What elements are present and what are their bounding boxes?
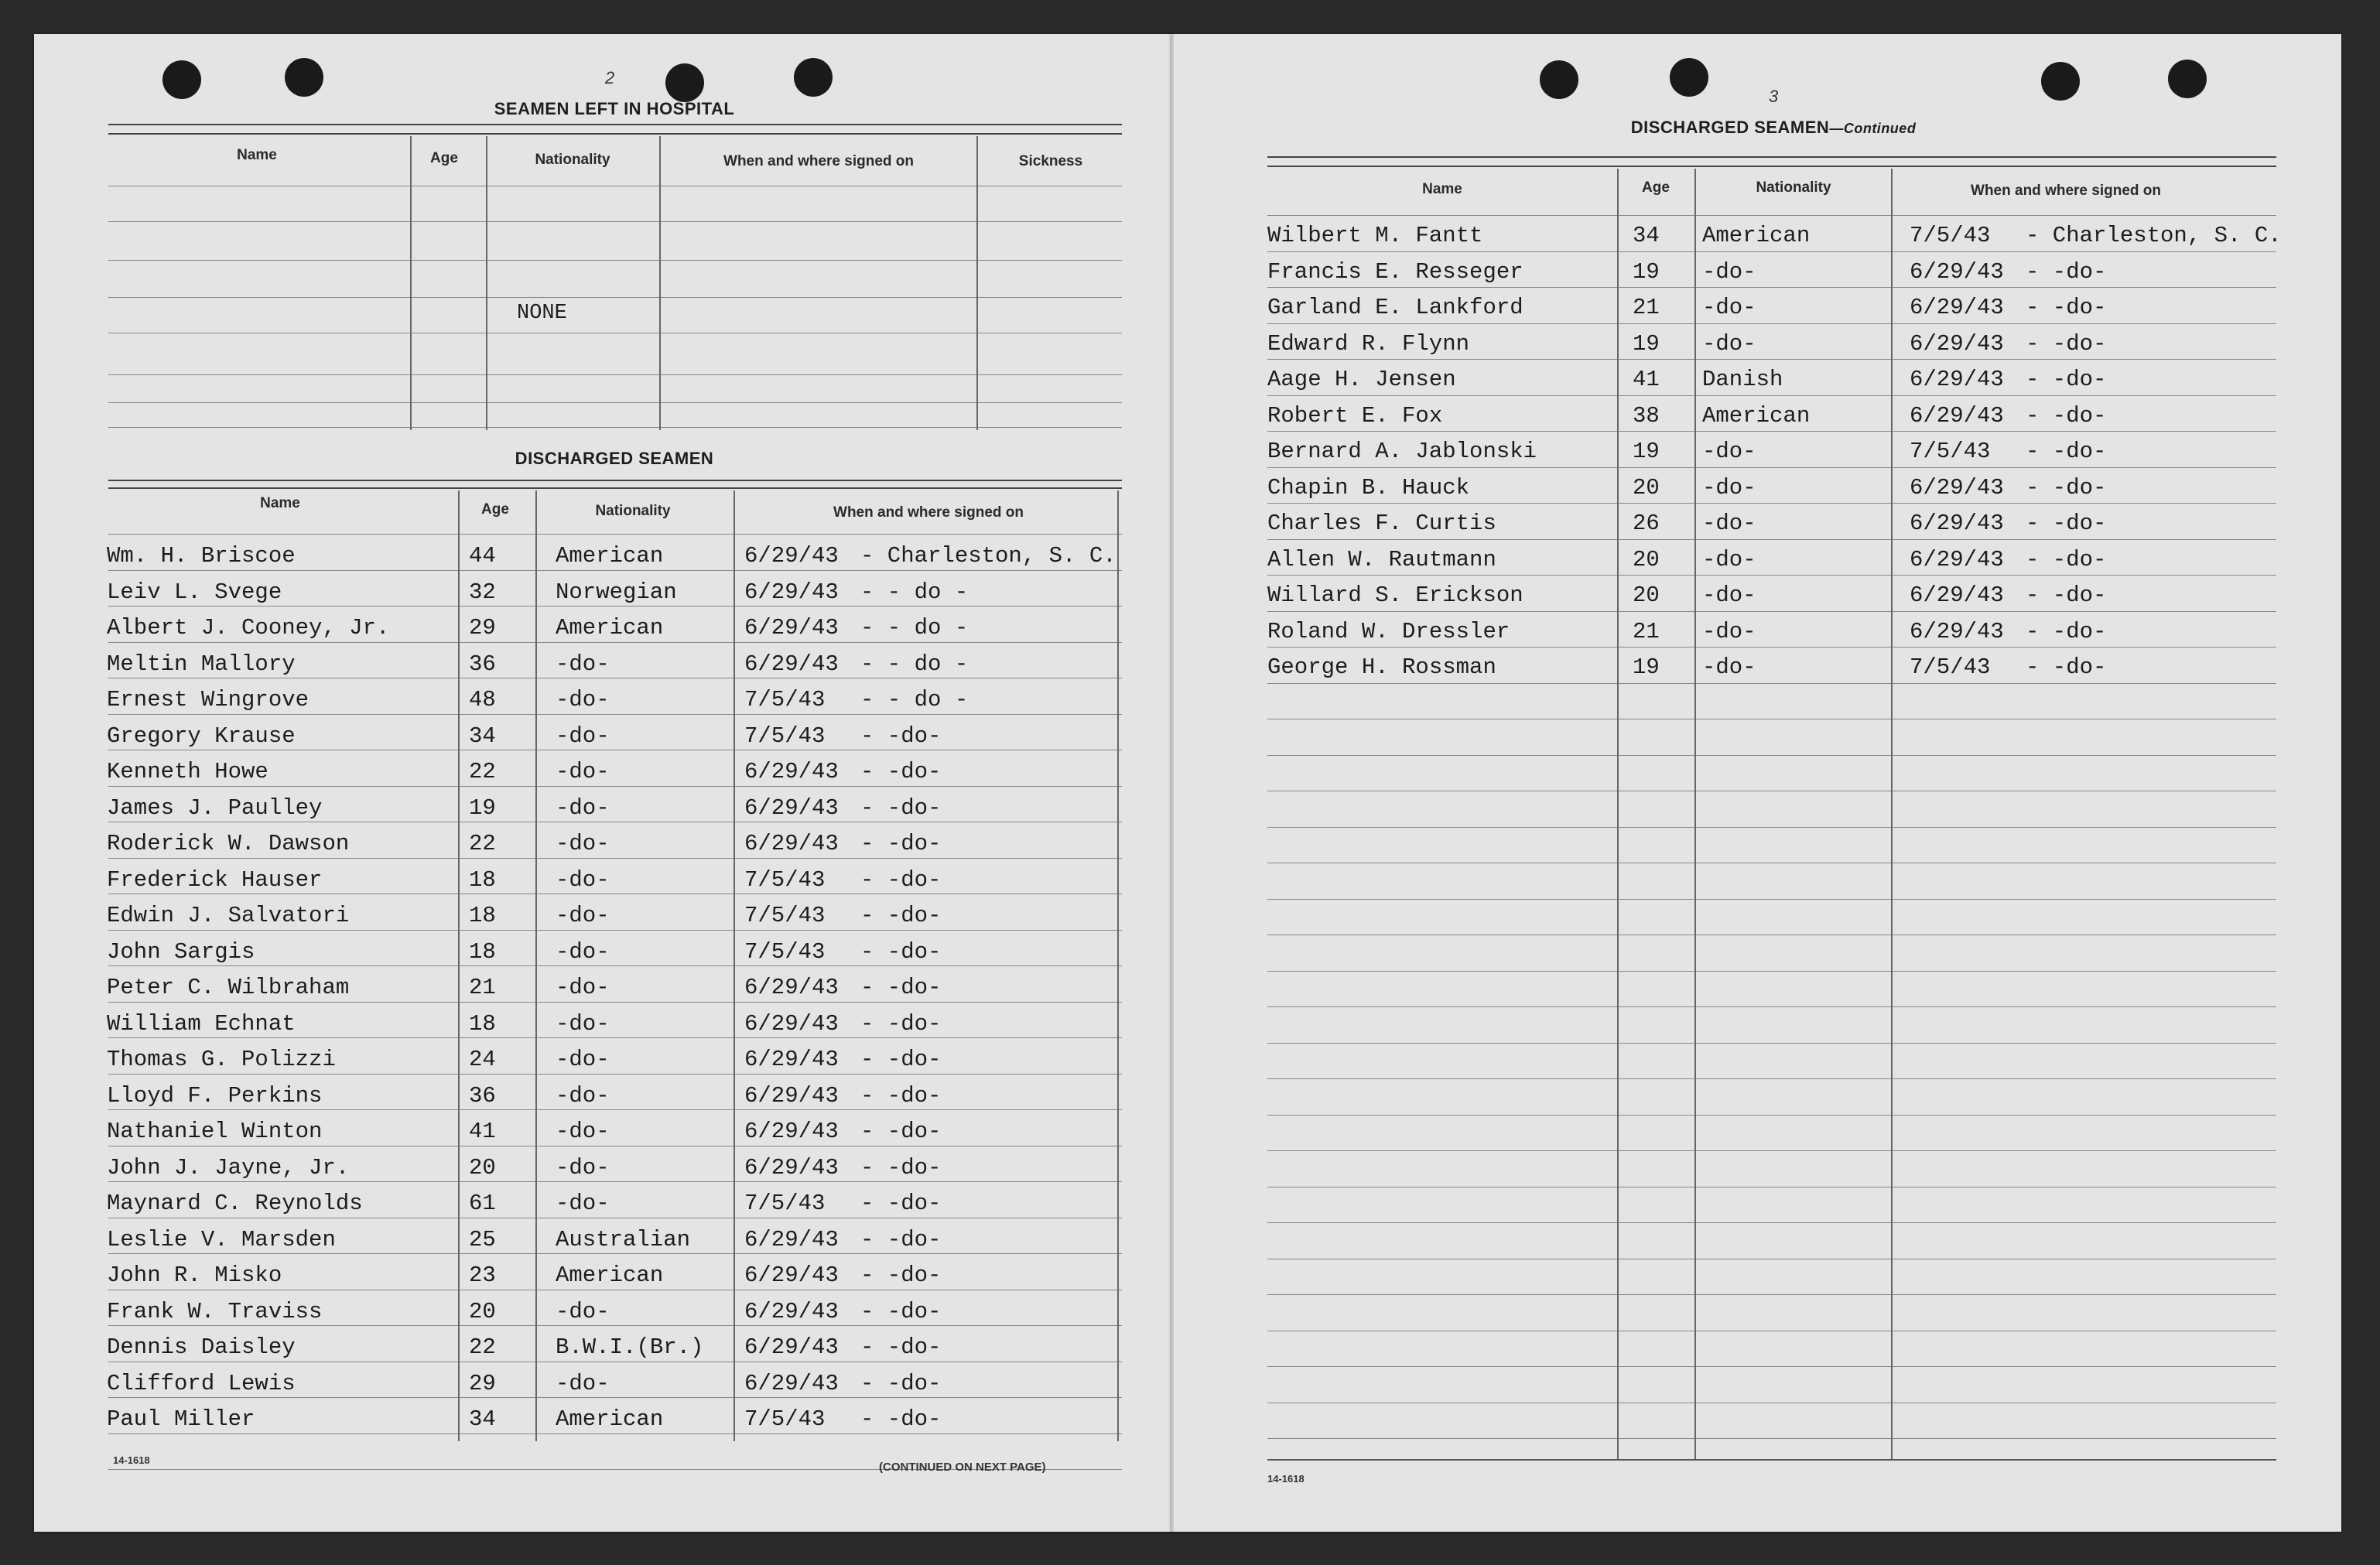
row-age: 18 — [469, 903, 496, 928]
rule — [1267, 827, 2276, 828]
rule — [108, 297, 1122, 298]
row-place: - - do - — [860, 579, 969, 605]
row-nationality: -do- — [1702, 547, 1756, 572]
row-date: 6/29/43 — [744, 975, 839, 1000]
row-date: 6/29/43 — [1910, 583, 2004, 608]
column-divider — [659, 136, 661, 430]
row-place: - -do- — [860, 1119, 942, 1144]
row-name: Aage H. Jensen — [1267, 367, 1456, 392]
row-name: William Echnat — [107, 1011, 296, 1037]
rule — [1267, 431, 2276, 432]
rule — [108, 1433, 1122, 1434]
rule — [1267, 251, 2276, 252]
discharged-section-title: DISCHARGED SEAMEN — [515, 449, 714, 468]
row-date: 6/29/43 — [744, 1299, 839, 1324]
hospital-header-signed-on: When and where signed on — [723, 153, 914, 169]
row-name: Edward R. Flynn — [1267, 331, 1470, 357]
rule — [108, 1253, 1122, 1254]
punch-hole — [665, 63, 704, 102]
row-name: Frederick Hauser — [107, 867, 323, 893]
row-name: Thomas G. Polizzi — [107, 1047, 336, 1072]
row-name: Roland W. Dressler — [1267, 619, 1510, 644]
row-date: 6/29/43 — [1910, 511, 2004, 536]
row-date: 7/5/43 — [744, 903, 826, 928]
row-name: Peter C. Wilbraham — [107, 975, 350, 1000]
row-name: Meltin Mallory — [107, 651, 296, 677]
hospital-header-sickness: Sickness — [1018, 153, 1083, 169]
row-place: - -do- — [860, 1299, 942, 1324]
row-place: - -do- — [860, 1406, 942, 1432]
rule — [1267, 359, 2276, 360]
row-place: - -do- — [860, 975, 942, 1000]
rule — [108, 714, 1122, 715]
column-divider — [486, 136, 487, 430]
row-name: Leslie V. Marsden — [107, 1227, 336, 1252]
rule — [108, 1037, 1122, 1038]
punch-hole — [162, 60, 201, 99]
row-nationality: American — [556, 543, 664, 569]
row-nationality: American — [1702, 403, 1811, 429]
row-place: - - do - — [860, 615, 969, 641]
right-header-nationality: Nationality — [1756, 179, 1831, 196]
rule — [108, 133, 1122, 135]
rule — [108, 221, 1122, 222]
row-date: 7/5/43 — [1910, 654, 1991, 680]
row-date: 6/29/43 — [744, 543, 839, 569]
discharged-continued-title — [1631, 118, 1917, 138]
row-nationality: -do- — [556, 1119, 610, 1144]
discharged-header-signed-on: When and where signed on — [833, 504, 1024, 521]
row-nationality: -do- — [556, 867, 610, 893]
hospital-none-entry: NONE — [517, 302, 567, 325]
row-nationality: -do- — [556, 939, 610, 965]
row-place: - -do- — [860, 795, 942, 821]
rule — [1267, 1222, 2276, 1223]
row-age: 19 — [1633, 439, 1660, 464]
row-date: 6/29/43 — [744, 1227, 839, 1252]
row-name: Willard S. Erickson — [1267, 583, 1523, 608]
row-nationality: -do- — [556, 1155, 610, 1181]
row-date: 6/29/43 — [744, 1263, 839, 1288]
row-date: 6/29/43 — [1910, 619, 2004, 644]
row-name: Chapin B. Hauck — [1267, 475, 1470, 501]
row-date: 6/29/43 — [744, 1155, 839, 1181]
row-place: - -do- — [2026, 475, 2107, 501]
row-date: 7/5/43 — [744, 939, 826, 965]
row-date: 6/29/43 — [744, 1119, 839, 1144]
row-nationality: -do- — [556, 1083, 610, 1109]
row-age: 21 — [469, 975, 496, 1000]
row-age: 38 — [1633, 403, 1660, 429]
rule — [1267, 395, 2276, 396]
row-place: - -do- — [860, 1334, 942, 1360]
rule — [108, 427, 1122, 428]
rule — [108, 480, 1122, 481]
row-age: 34 — [469, 723, 496, 749]
rule — [108, 965, 1122, 966]
row-age: 22 — [469, 831, 496, 856]
rule — [108, 570, 1122, 571]
row-age: 26 — [1633, 511, 1660, 536]
row-nationality: -do- — [1702, 259, 1756, 285]
row-nationality: Norwegian — [556, 579, 677, 605]
row-nationality: -do- — [556, 1371, 610, 1396]
row-date: 6/29/43 — [1910, 403, 2004, 429]
row-name: Albert J. Cooney, Jr. — [107, 615, 390, 641]
row-date: 6/29/43 — [744, 579, 839, 605]
row-name: Edwin J. Salvatori — [107, 903, 350, 928]
row-nationality: -do- — [1702, 475, 1756, 501]
hospital-section-title: SEAMEN LEFT IN HOSPITAL — [494, 99, 735, 118]
rule — [108, 606, 1122, 607]
row-age: 34 — [469, 1406, 496, 1432]
row-age: 21 — [1633, 619, 1660, 644]
punch-hole — [285, 58, 323, 97]
page-fold — [1171, 34, 1174, 1532]
rule — [1267, 215, 2276, 216]
row-name: Allen W. Rautmann — [1267, 547, 1496, 572]
row-age: 18 — [469, 939, 496, 965]
row-date: 6/29/43 — [1910, 367, 2004, 392]
row-date: 7/5/43 — [744, 1191, 826, 1216]
row-place: - -do- — [2026, 619, 2107, 644]
row-nationality: B.W.I.(Br.) — [556, 1334, 704, 1360]
row-place: - -do- — [2026, 403, 2107, 429]
row-age: 20 — [1633, 475, 1660, 501]
discharged-header-age: Age — [481, 501, 509, 518]
row-date: 6/29/43 — [1910, 547, 2004, 572]
row-date: 6/29/43 — [744, 615, 839, 641]
continued-note: (CONTINUED ON NEXT PAGE) — [879, 1461, 1046, 1474]
punch-hole — [794, 58, 833, 97]
rule — [1267, 575, 2276, 576]
rule — [1267, 1006, 2276, 1007]
row-nationality: -do- — [1702, 295, 1756, 320]
row-place: - -do- — [2026, 331, 2107, 357]
row-nationality: -do- — [556, 759, 610, 784]
row-place: - -do- — [2026, 654, 2107, 680]
rule — [108, 1002, 1122, 1003]
row-age: 18 — [469, 867, 496, 893]
column-divider — [733, 490, 735, 1441]
row-age: 48 — [469, 687, 496, 712]
rule — [108, 930, 1122, 931]
row-age: 29 — [469, 1371, 496, 1396]
row-age: 20 — [1633, 583, 1660, 608]
rule — [1267, 1366, 2276, 1367]
row-name: Charles F. Curtis — [1267, 511, 1496, 536]
row-place: - -do- — [2026, 583, 2107, 608]
rule — [1267, 1043, 2276, 1044]
row-age: 29 — [469, 615, 496, 641]
row-date: 6/29/43 — [1910, 295, 2004, 320]
row-place: - -do- — [860, 759, 942, 784]
rule — [108, 1074, 1122, 1075]
row-nationality: -do- — [556, 723, 610, 749]
row-name: Bernard A. Jablonski — [1267, 439, 1537, 464]
row-name: Kenneth Howe — [107, 759, 268, 784]
row-name: Roderick W. Dawson — [107, 831, 350, 856]
row-place: - -do- — [860, 1155, 942, 1181]
row-date: 7/5/43 — [744, 1406, 826, 1432]
column-divider — [410, 136, 412, 430]
row-age: 22 — [469, 1334, 496, 1360]
row-place: - -do- — [860, 1083, 942, 1109]
row-nationality: -do- — [1702, 619, 1756, 644]
page-number: 3 — [1769, 87, 1779, 106]
row-date: 7/5/43 — [744, 723, 826, 749]
rule — [108, 786, 1122, 787]
column-divider — [1117, 490, 1119, 1441]
punch-hole — [2168, 60, 2207, 98]
rule — [108, 487, 1122, 489]
row-nationality: -do- — [556, 1191, 610, 1216]
rule — [1267, 1115, 2276, 1116]
row-place: - -do- — [2026, 259, 2107, 285]
row-age: 41 — [469, 1119, 496, 1144]
rule — [1267, 503, 2276, 504]
row-date: 6/29/43 — [744, 759, 839, 784]
row-place: - -do- — [860, 903, 942, 928]
row-age: 25 — [469, 1227, 496, 1252]
rule — [108, 402, 1122, 403]
row-nationality: -do- — [556, 1011, 610, 1037]
rule — [1267, 1438, 2276, 1439]
row-place: - -do- — [2026, 439, 2107, 464]
rule — [1267, 611, 2276, 612]
row-age: 32 — [469, 579, 496, 605]
row-name: Nathaniel Winton — [107, 1119, 323, 1144]
row-date: 6/29/43 — [744, 831, 839, 856]
row-age: 36 — [469, 651, 496, 677]
right-header-signed-on: When and where signed on — [1971, 183, 2161, 199]
rule — [108, 534, 1122, 535]
row-name: Leiv L. Svege — [107, 579, 282, 605]
column-divider — [458, 490, 460, 1441]
row-nationality: -do- — [1702, 439, 1756, 464]
form-number: 14-1618 — [113, 1454, 150, 1466]
row-nationality: American — [556, 615, 664, 641]
punch-hole — [1670, 58, 1708, 97]
row-age: 19 — [1633, 654, 1660, 680]
row-name: Wm. H. Briscoe — [107, 543, 296, 569]
row-name: Gregory Krause — [107, 723, 296, 749]
row-nationality: American — [556, 1263, 664, 1288]
row-place: - -do- — [860, 1371, 942, 1396]
row-place: - -do- — [2026, 295, 2107, 320]
row-name: Clifford Lewis — [107, 1371, 296, 1396]
row-date: 7/5/43 — [1910, 223, 1991, 248]
row-place: - -do- — [860, 1263, 942, 1288]
rule — [1267, 1294, 2276, 1295]
row-nationality: -do- — [1702, 654, 1756, 680]
page-number: 2 — [605, 68, 615, 87]
row-nationality: -do- — [556, 1299, 610, 1324]
row-nationality: -do- — [556, 687, 610, 712]
row-name: George H. Rossman — [1267, 654, 1496, 680]
column-divider — [1617, 169, 1619, 1459]
row-name: Garland E. Lankford — [1267, 295, 1523, 320]
row-name: Francis E. Resseger — [1267, 259, 1523, 285]
row-nationality: Danish — [1702, 367, 1783, 392]
row-age: 61 — [469, 1191, 496, 1216]
row-name: James J. Paulley — [107, 795, 323, 821]
row-name: Lloyd F. Perkins — [107, 1083, 323, 1109]
row-date: 7/5/43 — [744, 687, 826, 712]
row-nationality: -do- — [556, 831, 610, 856]
row-name: Dennis Daisley — [107, 1334, 296, 1360]
row-nationality: -do- — [556, 651, 610, 677]
punch-hole — [1540, 60, 1578, 99]
row-date: 6/29/43 — [744, 1047, 839, 1072]
rule — [1267, 467, 2276, 468]
row-place: - -do- — [860, 1047, 942, 1072]
row-date: 6/29/43 — [744, 1334, 839, 1360]
discharged-header-name: Name — [260, 495, 300, 511]
rule — [108, 374, 1122, 375]
row-age: 19 — [1633, 259, 1660, 285]
row-place: - -do- — [860, 1011, 942, 1037]
row-age: 20 — [1633, 547, 1660, 572]
rule — [1267, 166, 2276, 167]
row-age: 21 — [1633, 295, 1660, 320]
row-place: - -do- — [860, 831, 942, 856]
row-date: 6/29/43 — [1910, 331, 2004, 357]
row-age: 20 — [469, 1299, 496, 1324]
row-age: 19 — [469, 795, 496, 821]
rule — [108, 1109, 1122, 1110]
rule — [1267, 1078, 2276, 1079]
row-place: - -do- — [860, 939, 942, 965]
rule — [1267, 539, 2276, 540]
row-name: Ernest Wingrove — [107, 687, 309, 712]
rule — [108, 1325, 1122, 1326]
right-header-name: Name — [1422, 181, 1462, 197]
row-date: 7/5/43 — [744, 867, 826, 893]
rule — [1267, 323, 2276, 324]
rule — [1267, 971, 2276, 972]
rule — [1267, 899, 2276, 900]
hospital-header-name: Name — [237, 147, 277, 163]
row-age: 22 — [469, 759, 496, 784]
row-nationality: American — [556, 1406, 664, 1432]
row-name: Robert E. Fox — [1267, 403, 1443, 429]
column-divider — [1891, 169, 1893, 1459]
row-place: - - do - — [860, 651, 969, 677]
row-place: - -do- — [860, 1227, 942, 1252]
row-age: 20 — [469, 1155, 496, 1181]
row-place: - - do - — [860, 687, 969, 712]
hospital-header-age: Age — [430, 150, 458, 166]
row-name: John Sargis — [107, 939, 255, 965]
discharged-header-nationality: Nationality — [595, 503, 671, 519]
rule — [1267, 1150, 2276, 1151]
row-age: 41 — [1633, 367, 1660, 392]
rule — [108, 124, 1122, 125]
row-date: 6/29/43 — [744, 651, 839, 677]
row-place: - -do- — [2026, 511, 2107, 536]
title-suffix: —Continued — [1829, 121, 1917, 136]
row-place: - -do- — [2026, 547, 2107, 572]
row-nationality: -do- — [556, 795, 610, 821]
row-name: Paul Miller — [107, 1406, 255, 1432]
row-date: 6/29/43 — [1910, 475, 2004, 501]
row-place: - Charleston, S. C. — [860, 543, 1116, 569]
row-nationality: -do- — [1702, 331, 1756, 357]
rule — [1267, 1459, 2276, 1461]
rule — [108, 858, 1122, 859]
column-divider — [1694, 169, 1696, 1459]
title-text: DISCHARGED SEAMEN — [1630, 118, 1830, 137]
row-date: 6/29/43 — [744, 1371, 839, 1396]
row-name: Wilbert M. Fantt — [1267, 223, 1483, 248]
rule — [1267, 683, 2276, 684]
row-name: Maynard C. Reynolds — [107, 1191, 363, 1216]
row-place: - -do- — [2026, 367, 2107, 392]
row-date: 7/5/43 — [1910, 439, 1991, 464]
rule — [108, 1397, 1122, 1398]
row-name: John J. Jayne, Jr. — [107, 1155, 350, 1181]
rule — [108, 642, 1122, 643]
row-date: 6/29/43 — [744, 1011, 839, 1037]
row-name: Frank W. Traviss — [107, 1299, 323, 1324]
row-place: - -do- — [860, 723, 942, 749]
rule — [1267, 647, 2276, 648]
rule — [1267, 156, 2276, 158]
row-nationality: Australian — [556, 1227, 691, 1252]
row-nationality: American — [1702, 223, 1811, 248]
row-place: - -do- — [860, 1191, 942, 1216]
row-nationality: -do- — [556, 1047, 610, 1072]
row-date: 6/29/43 — [1910, 259, 2004, 285]
row-place: - Charleston, S. C. — [2026, 223, 2282, 248]
row-age: 44 — [469, 543, 496, 569]
row-place: - -do- — [860, 867, 942, 893]
row-name: John R. Misko — [107, 1263, 282, 1288]
rule — [108, 1181, 1122, 1182]
punch-hole — [2041, 62, 2080, 101]
row-age: 23 — [469, 1263, 496, 1288]
hospital-header-nationality: Nationality — [535, 152, 610, 168]
row-nationality: -do- — [1702, 583, 1756, 608]
row-nationality: -do- — [556, 903, 610, 928]
row-date: 6/29/43 — [744, 1083, 839, 1109]
column-divider — [535, 490, 537, 1441]
row-nationality: -do- — [556, 975, 610, 1000]
column-divider — [976, 136, 978, 430]
rule — [1267, 755, 2276, 756]
row-age: 24 — [469, 1047, 496, 1072]
right-header-age: Age — [1642, 179, 1670, 196]
row-age: 34 — [1633, 223, 1660, 248]
row-nationality: -do- — [1702, 511, 1756, 536]
form-number: 14-1618 — [1267, 1473, 1305, 1485]
rule — [1267, 287, 2276, 288]
rule — [108, 260, 1122, 261]
row-age: 18 — [469, 1011, 496, 1037]
row-age: 36 — [469, 1083, 496, 1109]
row-date: 6/29/43 — [744, 795, 839, 821]
row-age: 19 — [1633, 331, 1660, 357]
